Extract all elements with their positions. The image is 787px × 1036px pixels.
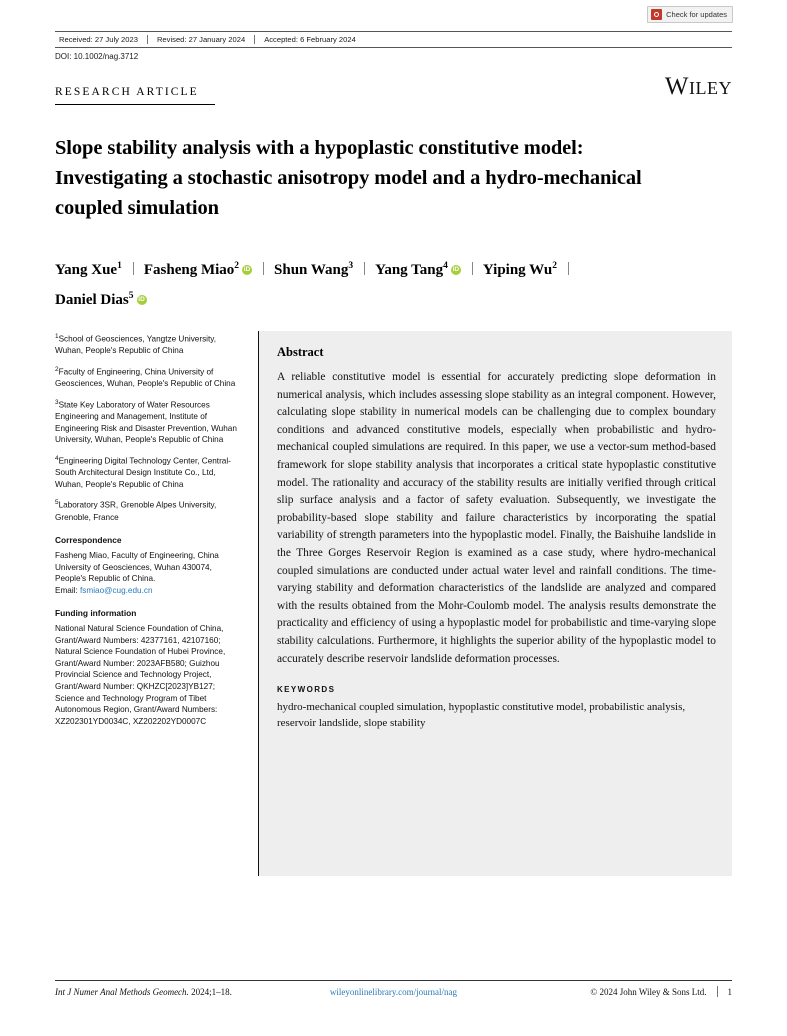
divider	[254, 35, 255, 44]
divider	[568, 262, 569, 275]
footer-journal-title: Int J Numer Anal Methods Geomech.	[55, 986, 189, 997]
page-footer	[55, 986, 732, 997]
affiliation-sup: 4	[55, 454, 59, 462]
affiliation-item	[55, 364, 245, 390]
footer-copyright: © 2024 John Wiley & Sons Ltd.	[590, 986, 707, 997]
correspondence-text: Fasheng Miao, Faculty of Engineering, China University of Geosciences, Wuhan 430074, People's Republic of China.	[55, 550, 219, 584]
divider	[263, 262, 264, 275]
author-item	[55, 292, 147, 308]
abstract-heading: Abstract	[277, 345, 324, 359]
author-affil-sup: 4	[443, 261, 448, 271]
divider	[364, 262, 365, 275]
affiliation-item	[55, 331, 245, 357]
affiliation-item	[55, 397, 245, 446]
affiliation-sup: 5	[55, 499, 59, 507]
article-history	[55, 31, 732, 48]
email-label: Email:	[55, 585, 81, 595]
orcid-icon[interactable]	[242, 265, 252, 275]
funding-heading: Funding information	[55, 608, 137, 619]
page-title: Slope stability analysis with a hypoplastic constitutive model: Investigating a stochastic anisotropy model and a hydro-mechanical coupled simulation	[55, 137, 642, 219]
footer-url-wrap	[55, 987, 732, 997]
affiliation-sup: 3	[55, 398, 59, 406]
abstract-text: A reliable constitutive model is essential for accurately predicting slope deformation in numerical analysis, which includes assessing slope stability as an integral component. However, calculating slope stability in numerical models can be challenging due to complex boundary conditions and advanced constitutive models, especially when probabilistic and hydro-mechanical coupled simulations are required. In this paper, we use a vector-sum method-based framework for slope stability analysis that incorporates a critical state hypoplastic constitutive model. The rationality and accuracy of the stability results are initially verified through critical slip surface analysis and a factor of safety evaluation. Subsequently, we investigate the probability-based slope stability and failure characteristics by incorporating the spatial variability of strength parameters into the hypoplastic model. Finally, the Baishuihe landslide in the Three Gorges Reservoir Region is examined as a case study, where hydro-mechanical coupled simulations are conducted under actual water level and rainfall conditions. The time-varying stability and deformation characteristics of the landslide are analyzed and compared with the results obtained from the Mohr-Coulomb model. The analysis results demonstrate the practicality and efficiency of using a hypoplastic model for probabilistic and time-varying slope stability calculations. Furthermore, it highlights the superior ability of the hypoplastic model to accurately describe reservoir landslide deformation processes.	[277, 371, 716, 665]
crossmark-label: Check for updates	[666, 10, 727, 19]
publisher-logo-first: W	[664, 73, 690, 100]
correspondence-heading: Correspondence	[55, 535, 122, 546]
author-item	[483, 262, 557, 278]
author-affil-sup: 3	[348, 261, 354, 271]
author-affil-sup: 5	[128, 291, 134, 301]
affiliation-text: Faculty of Engineering, China University of Geosciences, Wuhan, People's Republic of China	[55, 367, 236, 389]
author-item	[55, 262, 122, 278]
author-item	[274, 262, 353, 278]
crossmark-badge[interactable]	[647, 6, 733, 23]
keywords-text: hydro-mechanical coupled simulation, hypoplastic constitutive model, probabilistic analysis, reservoir landslide, slope stability	[277, 701, 686, 729]
affiliation-text: Laboratory 3SR, Grenoble Alpes University, Grenoble, France	[55, 501, 217, 522]
author-name: Yang Xue	[55, 262, 118, 278]
author-name: Daniel Dias	[55, 292, 129, 308]
author-name: Yang Tang	[375, 262, 444, 278]
affiliation-sup: 1	[55, 333, 59, 340]
email-link[interactable]: fsmiao@cug.edu.cn	[80, 585, 153, 595]
affiliation-sup: 2	[55, 365, 59, 373]
received-date: Received: 27 July 2023	[59, 35, 138, 44]
revised-date: Revised: 27 January 2024	[156, 35, 246, 44]
orcid-icon[interactable]	[451, 265, 461, 275]
journal-url-link[interactable]: wileyonlinelibrary.com/journal/nag	[329, 986, 458, 997]
author-affil-sup: 1	[117, 261, 122, 271]
sidebar-metadata	[55, 331, 245, 727]
publisher-logo-rest: ILEY	[689, 78, 732, 98]
crossmark-icon	[651, 9, 662, 20]
doi[interactable]: DOI: 10.1002/nag.3712	[55, 52, 139, 61]
affiliation-text: State Key Laboratory of Water Resources Engineering and Management, Institute of Engineering Risk and Disaster Prevention, Wuhan University, Wuhan, People's Republic of China	[55, 400, 237, 445]
divider	[147, 35, 148, 44]
footer-citation-detail: 2024;1–18.	[188, 986, 232, 997]
keywords-heading: KEYWORDS	[277, 685, 336, 695]
accepted-date: Accepted: 6 February 2024	[264, 35, 356, 44]
author-list	[55, 253, 715, 313]
orcid-icon[interactable]	[137, 295, 147, 305]
author-name: Yiping Wu	[482, 262, 553, 278]
funding-text: National Natural Science Foundation of China, Grant/Award Numbers: 42377161, 42107160; Natural Science Foundation of Hubei Province, Grant/Award Number: 2023AFB580; Guizhou Provincial Science and Technology Project, Grant/Award Number: QKHZC[2023]YB127; Science and Technology Program of Tibet Autonomous Region, Grant/Award Numbers: XZ202301YD0034C, XZ202202YD0007C	[55, 623, 226, 726]
affiliation-text: School of Geosciences, Yangtze University, Wuhan, People's Republic of China	[55, 334, 217, 356]
author-affil-sup: 2	[552, 261, 557, 271]
author-affil-sup: 2	[234, 261, 240, 271]
publisher-logo	[665, 73, 732, 101]
affiliation-item	[55, 453, 245, 491]
article-type-label: RESEARCH ARTICLE	[55, 86, 215, 105]
correspondence-email-line	[55, 585, 245, 597]
author-name: Shun Wang	[274, 262, 349, 278]
page-number: 1	[727, 986, 732, 997]
divider	[133, 262, 134, 275]
footer-divider	[55, 980, 732, 981]
affiliation-text: Engineering Digital Technology Center, Central-South Architectural Design Institute Co., Ltd, Wuhan, People's Republic of China	[55, 456, 231, 489]
abstract-box	[258, 331, 732, 876]
author-name: Fasheng Miao	[143, 262, 235, 278]
affiliation-item	[55, 497, 245, 523]
divider	[472, 262, 473, 275]
author-item	[375, 262, 461, 278]
author-item	[144, 262, 252, 278]
